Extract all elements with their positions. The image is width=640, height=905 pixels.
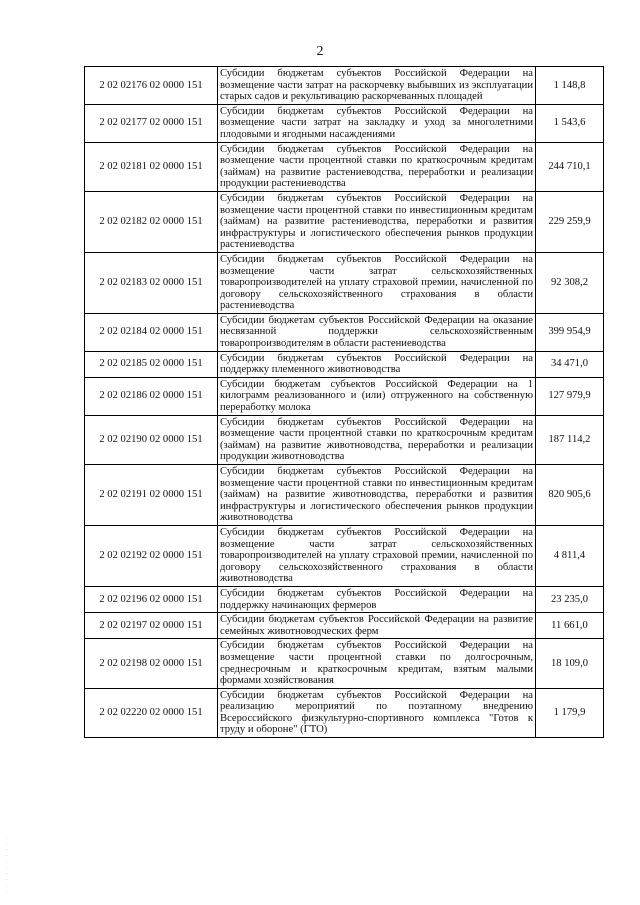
description-cell: Субсидии бюджетам субъектов Российской Федерации на возмещение части процентной ставки по инвестиционным кредитам (займам) на развитие растениеводства, переработки и развития инфраструктуры и логистического обеспечения рынков продукции растениеводства [218, 191, 536, 252]
description-cell: Субсидии бюджетам субъектов Российской Федерации на оказание несвязанной поддержки сельскохозяйственным товаропроизводителям в области растениеводства [218, 313, 536, 351]
description-cell: Субсидии бюджетам субъектов Российской Федерации на возмещение части затрат на раскорчевку выбывших из эксплуатации старых садов и рекультивацию раскорчеванных площадей [218, 67, 536, 105]
table-row [85, 465, 604, 526]
description-cell: Субсидии бюджетам субъектов Российской Федерации на реализацию мероприятий по поэтапному внедрению Всероссийского физкультурно-спортивного комплекса "Готов к труду и обороне" (ГТО) [218, 688, 536, 737]
amount-cell: 1 179,9 [536, 688, 604, 737]
amount-cell: 244 710,1 [536, 142, 604, 191]
description-cell: Субсидии бюджетам субъектов Российской Федерации на возмещение части затрат на закладку и уход за многолетними плодовыми и ягодными насаждениями [218, 104, 536, 142]
amount-cell: 92 308,2 [536, 252, 604, 313]
table-row [85, 688, 604, 737]
table-row [85, 191, 604, 252]
amount-cell: 1 543,6 [536, 104, 604, 142]
amount-cell: 127 979,9 [536, 377, 604, 415]
amount-cell: 23 235,0 [536, 586, 604, 612]
table-row [85, 377, 604, 415]
table-row [85, 586, 604, 612]
table-row [85, 351, 604, 377]
amount-cell: 820 905,6 [536, 465, 604, 526]
table-row [85, 142, 604, 191]
budget-code-cell: 2 02 02176 02 0000 151 [85, 67, 218, 105]
budget-code-cell: 2 02 02191 02 0000 151 [85, 465, 218, 526]
amount-cell: 11 661,0 [536, 613, 604, 639]
table-row [85, 525, 604, 586]
budget-code-cell: 2 02 02177 02 0000 151 [85, 104, 218, 142]
budget-code-cell: 2 02 02183 02 0000 151 [85, 252, 218, 313]
amount-cell: 34 471,0 [536, 351, 604, 377]
description-cell: Субсидии бюджетам субъектов Российской Федерации на возмещение части процентной ставки по инвестиционным кредитам (займам) на развитие животноводства, переработки и развития инфраструктуры и логистического обеспечения рынков продукции животноводства [218, 465, 536, 526]
budget-code-cell: 2 02 02198 02 0000 151 [85, 639, 218, 688]
description-cell: Субсидии бюджетам субъектов Российской Федерации на поддержку начинающих фермеров [218, 586, 536, 612]
description-cell: Субсидии бюджетам субъектов Российской Федерации на развитие семейных животноводческих ферм [218, 613, 536, 639]
budget-code-cell: 2 02 02186 02 0000 151 [85, 377, 218, 415]
description-cell: Субсидии бюджетам субъектов Российской Федерации на 1 килограмм реализованного и (или) отгруженного на собственную переработку молока [218, 377, 536, 415]
amount-cell: 187 114,2 [536, 415, 604, 464]
table-row [85, 313, 604, 351]
table-row [85, 252, 604, 313]
budget-code-cell: 2 02 02184 02 0000 151 [85, 313, 218, 351]
budget-code-cell: 2 02 02185 02 0000 151 [85, 351, 218, 377]
table-row [85, 639, 604, 688]
budget-code-cell: 2 02 02197 02 0000 151 [85, 613, 218, 639]
budget-code-cell: 2 02 02181 02 0000 151 [85, 142, 218, 191]
budget-table-body [85, 67, 604, 738]
description-cell: Субсидии бюджетам субъектов Российской Федерации на возмещение части процентной ставки по долгосрочным, среднесрочным и краткосрочным кредитам, взятым малыми формами хозяйствования [218, 639, 536, 688]
table-row [85, 104, 604, 142]
table-row [85, 415, 604, 464]
amount-cell: 18 109,0 [536, 639, 604, 688]
margin-marks: · · · · · · · · · · [6, 836, 8, 895]
table-row [85, 613, 604, 639]
budget-code-cell: 2 02 02220 02 0000 151 [85, 688, 218, 737]
description-cell: Субсидии бюджетам субъектов Российской Федерации на возмещение части процентной ставки по краткосрочным кредитам (займам) на развитие растениеводства, переработки и реализации продукции растениеводства [218, 142, 536, 191]
budget-code-cell: 2 02 02192 02 0000 151 [85, 525, 218, 586]
amount-cell: 399 954,9 [536, 313, 604, 351]
description-cell: Субсидии бюджетам субъектов Российской Федерации на возмещение части затрат сельскохозяйственных товаропроизводителей на уплату страховой премии, начисленной по договору сельскохозяйственного страхования в области животноводства [218, 525, 536, 586]
budget-code-cell: 2 02 02190 02 0000 151 [85, 415, 218, 464]
amount-cell: 229 259,9 [536, 191, 604, 252]
table-row [85, 67, 604, 105]
budget-table [84, 66, 604, 738]
amount-cell: 4 811,4 [536, 525, 604, 586]
description-cell: Субсидии бюджетам субъектов Российской Федерации на возмещение части затрат сельскохозяйственных товаропроизводителей на уплату страховой премии, начисленной по договору сельскохозяйственного страхования в области растениеводства [218, 252, 536, 313]
amount-cell: 1 148,8 [536, 67, 604, 105]
budget-code-cell: 2 02 02196 02 0000 151 [85, 586, 218, 612]
budget-code-cell: 2 02 02182 02 0000 151 [85, 191, 218, 252]
page-number: 2 [316, 44, 324, 59]
description-cell: Субсидии бюджетам субъектов Российской Федерации на возмещение части процентной ставки по краткосрочным кредитам (займам) на развитие животноводства, переработки и реализации продукции животноводства [218, 415, 536, 464]
description-cell: Субсидии бюджетам субъектов Российской Федерации на поддержку племенного животноводства [218, 351, 536, 377]
